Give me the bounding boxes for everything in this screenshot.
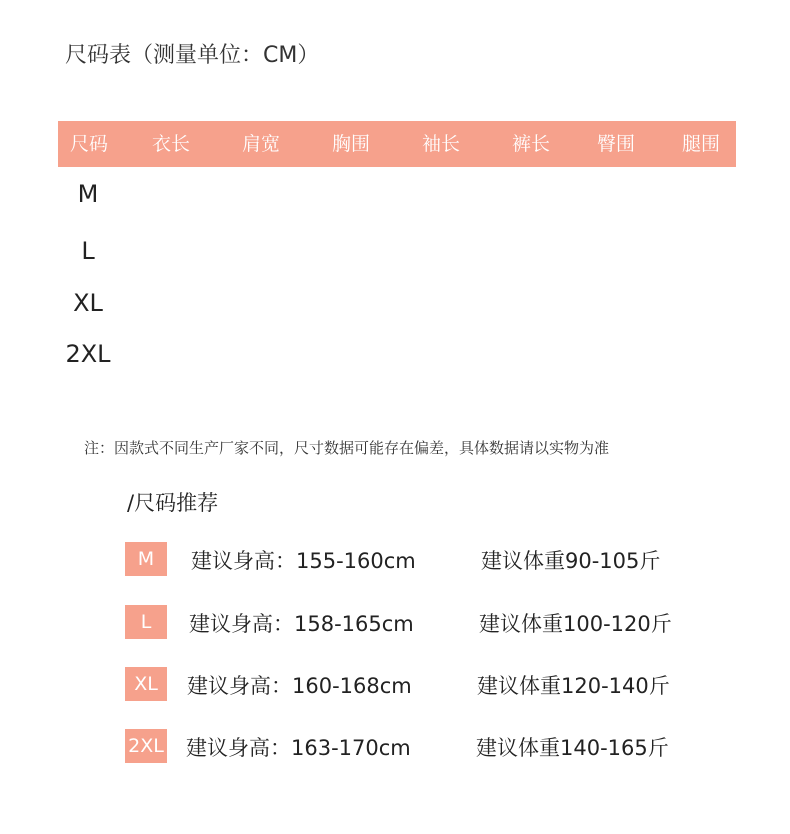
recommend-height-xl: 建议身高：160-168cm — [187, 674, 412, 698]
recommend-weight-m: 建议体重90-105斤 — [481, 549, 661, 573]
header-shoulder: 肩宽 — [241, 133, 281, 155]
size-table-header — [58, 121, 736, 167]
table-row-size-l: L — [81, 237, 95, 265]
table-row-size-2xl: 2XL — [65, 340, 111, 368]
disclaimer-note: 注：因款式不同生产厂家不同，尺寸数据可能存在偏差，具体数据请以实物为准 — [84, 439, 610, 457]
recommend-weight-xl: 建议体重120-140斤 — [477, 674, 670, 698]
size-badge-m: M — [125, 542, 167, 576]
header-thigh: 腿围 — [681, 133, 721, 155]
header-size: 尺码 — [69, 133, 109, 155]
header-length: 衣长 — [151, 133, 191, 155]
table-row-size-xl: XL — [73, 289, 103, 317]
size-badge-l: L — [125, 605, 167, 639]
page-title: 尺码表（测量单位：CM） — [65, 43, 320, 68]
table-row-size-m: M — [77, 180, 99, 208]
header-hip: 臀围 — [596, 133, 636, 155]
size-recommendation-title: /尺码推荐 — [127, 491, 219, 515]
recommend-weight-2xl: 建议体重140-165斤 — [476, 736, 669, 760]
header-chest: 胸围 — [331, 133, 371, 155]
size-badge-2xl: 2XL — [125, 729, 167, 763]
recommend-height-l: 建议身高：158-165cm — [189, 612, 414, 636]
size-badge-xl: XL — [125, 667, 167, 701]
recommend-height-2xl: 建议身高：163-170cm — [186, 736, 411, 760]
recommend-height-m: 建议身高：155-160cm — [191, 549, 416, 573]
header-sleeve: 袖长 — [421, 133, 461, 155]
recommend-weight-l: 建议体重100-120斤 — [479, 612, 672, 636]
header-pants-length: 裤长 — [511, 133, 551, 155]
